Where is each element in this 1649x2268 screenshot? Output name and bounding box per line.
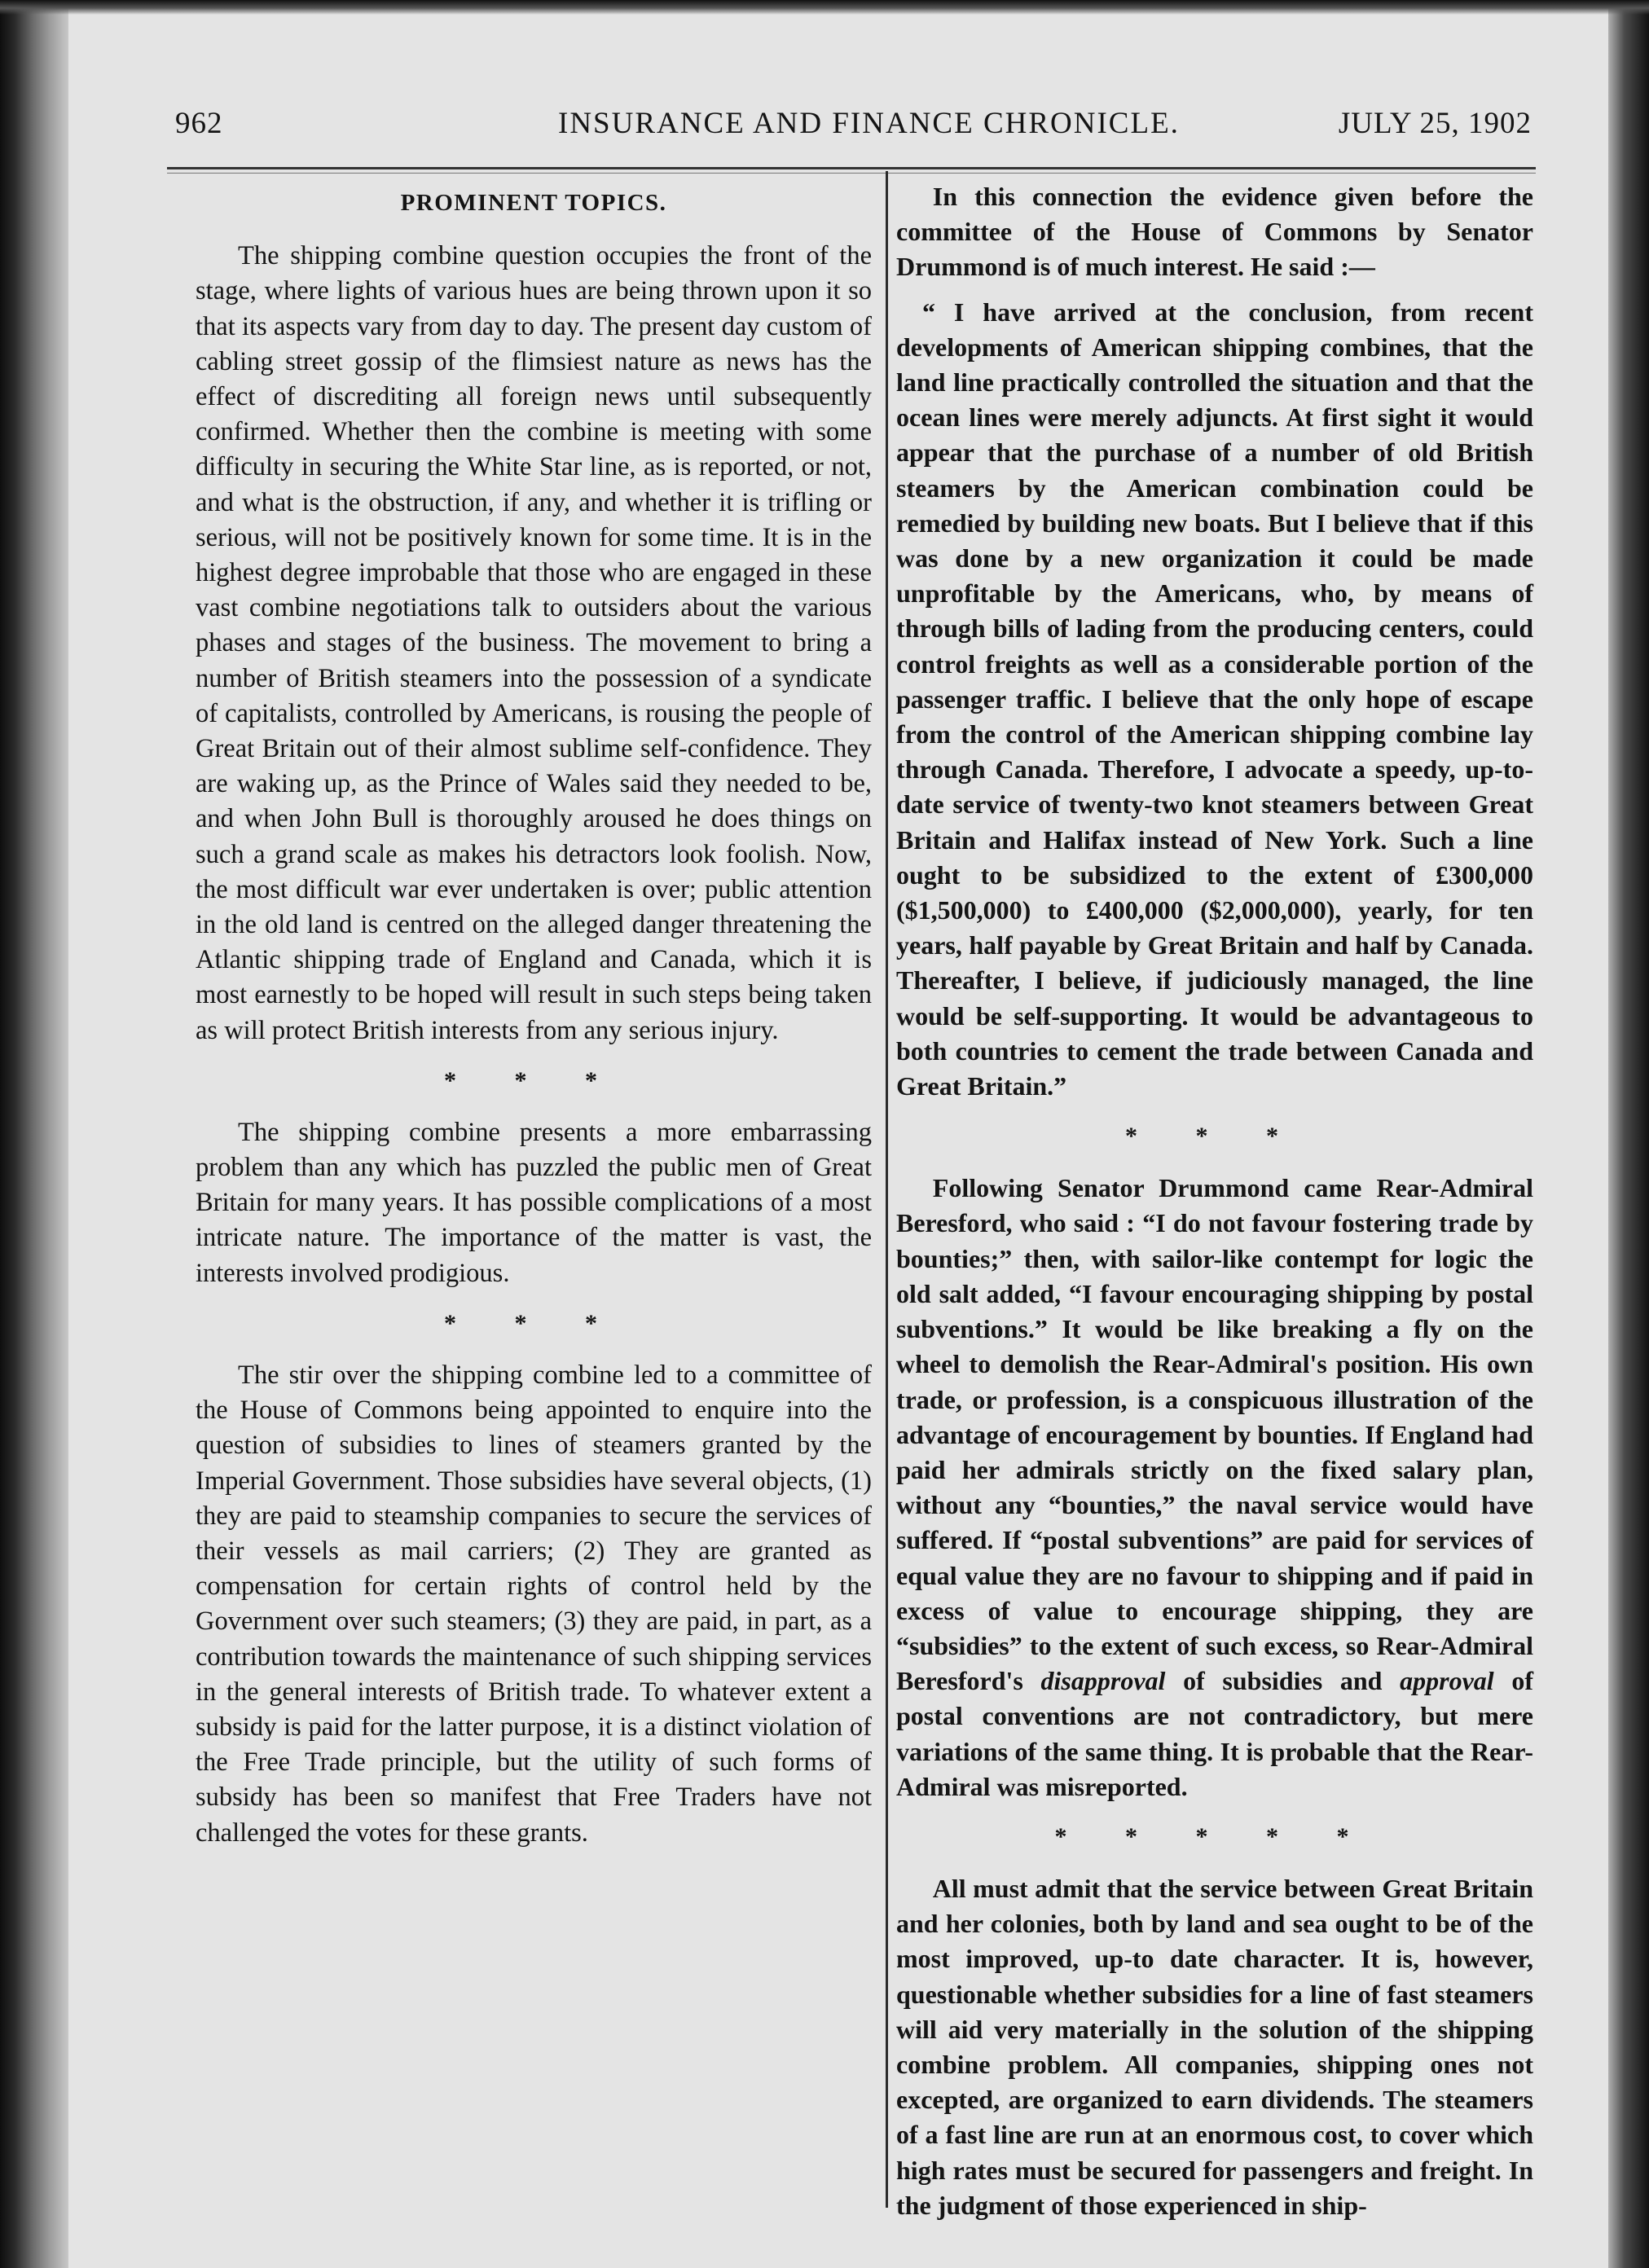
publication-title: INSURANCE AND FINANCE CHRONICLE. [558, 107, 1180, 140]
running-header [175, 106, 1532, 155]
column-divider [886, 171, 888, 2208]
emphasis: disapproval [1040, 1666, 1166, 1696]
emphasis: approval [1400, 1666, 1494, 1696]
separator-stars: * * * [1125, 1123, 1304, 1150]
page-number: 962 [175, 107, 223, 140]
paragraph: The shipping combine presents a more embarrassing problem than any which has puzzled the public men of Great Britain for many years. It has possible complications of a most intricate nature. The importance of the matter is vast, the interests involved prodigious. [196, 1117, 872, 1288]
left-column [196, 179, 872, 1851]
page-edge-shadow [1608, 0, 1649, 2268]
text-run: of subsidies and [1183, 1666, 1383, 1696]
paragraph [896, 1171, 1533, 1804]
top-edge-shadow [0, 0, 1649, 15]
quoted-testimony: “ I have arrived at the conclusion, from recent developments of American shipping combines, that the land line practically controlled the situation and that the ocean lines were merely adjuncts. At first sight it would appear that the purchase of a number of old British steamers by the American combination could be remedied by building new boats. But I believe that if this was done by a new organization it could be made unprofitable by the Americans, who, by means of through bills of lading from the producing centers, could control freights as well as a considerable portion of the passenger traffic. I believe that the only hope of escape from the control of the American shipping combine lay through Canada. Therefore, I advocate a speedy, up-to-date service of twenty-two knot steamers between Great Britain and Halifax instead of New York. Such a line ought to be subsidized to the extent of £300,000 ($1,500,000) to £400,000 ($2,000,000), yearly, for ten years, half payable by Great Britain and half by Canada. Thereafter, I believe, if judiciously managed, the line would be self-supporting. It would be advantageous to both countries to cement the trade between Canada and Great Britain.” [896, 297, 1533, 1101]
section-heading: PROMINENT TOPICS. [400, 190, 667, 216]
text-run: Following Senator Drummond came Rear-Admiral Beresford, who said : “I do not favour fostering trade by bounties;” then, with sailor-like contempt for logic the old salt added, “I favour encouraging shipping by postal subventions.” It would be like breaking a fly on the wheel to demolish the Rear-Admiral's position. His own trade, or profession, is a conspicuous illustration of the advantage of encouragement by bounties. If England had paid her admirals strictly on the fixed salary plan, without any “bounties,” the naval service would have suffered. If “postal subventions” are paid for services of equal value they are no favour to shipping and if paid in excess of value to encourage shipping, they are “subsidies” to the extent of such excess, so Rear-Admiral Beresford's [896, 1173, 1533, 1696]
separator-stars: * * * [444, 1309, 623, 1337]
paragraph-intro: In this connection the evidence given before the committee of the House of Commons by Senator Drummond is of much interest. He said :— [896, 182, 1533, 282]
book-spine-shadow [0, 0, 68, 2268]
paragraph: All must admit that the service between Great Britain and her colonies, both by land and sea ought to be of the most improved, up-to date character. It is, however, questionable whether subsidies for a line of fast steamers will aid very materially in the solution of the shipping combine problem. All companies, shipping ones not excepted, are organized to earn dividends. The steamers of a fast line are run at an enormous cost, to cover which high rates must be secured for passengers and freight. In the judgment of those experienced in ship- [896, 1873, 1533, 2220]
text-run: of postal conventions are not contradictory, but mere variations of the same thing. It is probable that the Rear-Admiral was misreported. [896, 1666, 1534, 1801]
header-rule-thin [167, 173, 1536, 174]
right-column [896, 179, 1533, 2223]
separator-stars: * * * [444, 1066, 623, 1094]
paragraph: The stir over the shipping combine led to a committee of the House of Commons being appointed to enquire into the question of subsidies to lines of steamers granted by the Imperial Government. Those subsidies have several objects, (1) they are paid to steamship companies to secure the services of their vessels as mail carriers; (2) They are granted as compensation for certain rights of control held by the Government over such steamers; (3) they are paid, in part, as a contribution towards the maintenance of such shipping services in the general interests of British trade. To whatever extent a subsidy is paid for the latter purpose, it is a distinct violation of the Free Trade principle, but the utility of such forms of subsidy has been so manifest that Free Traders have not challenged the votes for these grants. [196, 1360, 872, 1848]
issue-date: JULY 25, 1902 [1338, 107, 1532, 140]
separator-stars: * * * * * [1054, 1822, 1375, 1850]
header-rule [167, 167, 1536, 169]
paragraph: The shipping combine question occupies the front of the stage, where lights of various hues are being thrown upon it so that its aspects vary from day to day. The present day custom of cabling street gossip of the flimsiest nature as news has the effect of discrediting all foreign news until subsequently confirmed. Whether then the combine is meeting with some difficulty in securing the White Star line, as is reported, or not, and what is the obstruction, if any, and whether it is trifling or serious, will not be positively known for some time. It is in the highest degree improbable that those who are engaged in these vast combine negotiations talk to outsiders about the various phases and stages of the business. The movement to bring a number of British steamers into the possession of a syndicate of capitalists, controlled by Americans, is rousing the people of Great Britain out of their almost sublime self-confidence. They are waking up, as the Prince of Wales said they needed to be, and when John Bull is thoroughly aroused he does things on such a grand scale as makes his detractors look foolish. Now, the most difficult war ever undertaken is over; public attention in the old land is centred on the alleged danger threatening the Atlantic shipping trade of England and Canada, which it is most earnestly to be hoped will result in such steps being taken as will protect British interests from any serious injury. [196, 241, 872, 1045]
